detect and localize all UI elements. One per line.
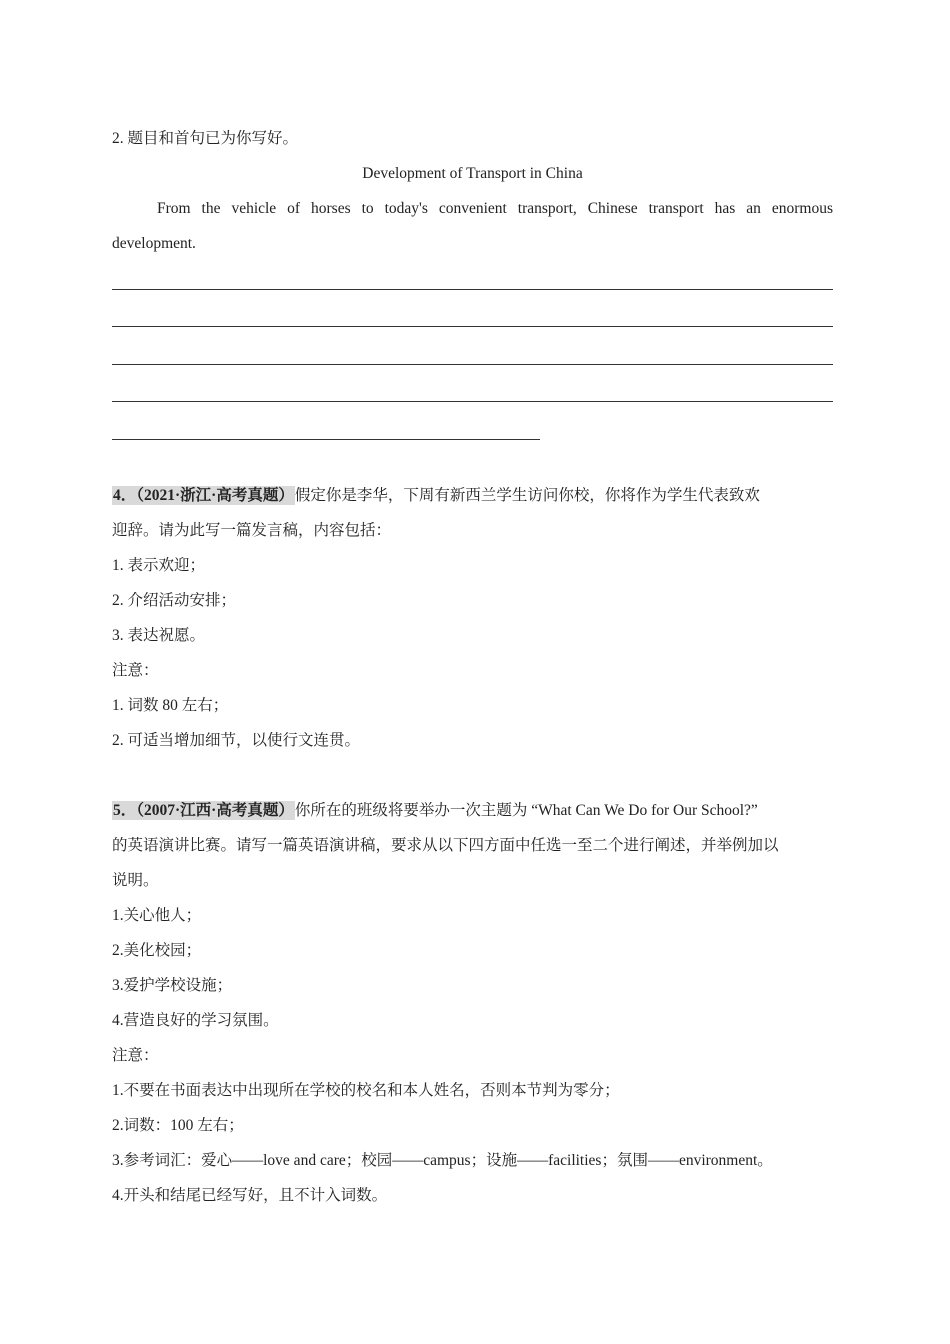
question-5-prompt xyxy=(112,793,833,828)
first-sentence-line-2: development. xyxy=(112,235,196,252)
note-item: 1. 词数 80 左右； xyxy=(112,696,229,714)
list-item: 2.美化校园； xyxy=(112,941,202,959)
list-item: 3.爱护学校设施； xyxy=(112,976,233,994)
note-item: 2. 可适当增加细节，以使行文连贯。 xyxy=(112,731,361,749)
note-item: 1.不要在书面表达中出现所在学校的校名和本人姓名，否则本节判为零分； xyxy=(112,1081,620,1099)
note-line: 2. 题目和首句已为你写好。 xyxy=(112,130,299,147)
note-label: 注意： xyxy=(112,1046,159,1064)
document-page xyxy=(112,121,833,1213)
list-item: 1.关心他人； xyxy=(112,906,202,924)
note-item: 2.词数：100 左右； xyxy=(112,1116,244,1134)
list-item: 3. 表达祝愿。 xyxy=(112,626,206,644)
question-4-text: 假定你是李华，下周有新西兰学生访问你校，你将作为学生代表致欢 xyxy=(294,486,760,504)
answer-line xyxy=(112,261,833,299)
question-4-prompt-cont: 迎辞。请为此写一篇发言稿，内容包括： xyxy=(112,521,392,539)
list-item: 1. 表示欢迎； xyxy=(112,556,206,574)
note-label: 注意： xyxy=(112,661,159,679)
answer-line xyxy=(112,299,833,337)
question-5-text: 你所在的班级将要举办一次主题为 “What Can We Do for Our School?” xyxy=(294,801,758,819)
answer-line xyxy=(112,374,833,412)
first-sentence-line-1: From the vehicle of horses to today's convenient transport, Chinese transport has an enormous xyxy=(157,200,833,217)
question-5-prompt-cont: 说明。 xyxy=(112,871,159,889)
question-5-tag: 5．（2007·江西·高考真题） xyxy=(113,801,294,819)
answer-line xyxy=(112,336,833,374)
list-item: 4.营造良好的学习氛围。 xyxy=(112,1011,279,1029)
question-4-prompt xyxy=(112,478,833,513)
list-item: 2. 介绍活动安排； xyxy=(112,591,237,609)
essay-title: Development of Transport in China xyxy=(362,165,583,182)
note-item: 4.开头和结尾已经写好，且不计入词数。 xyxy=(112,1186,388,1204)
question-5-prompt-cont: 的英语演讲比赛。请写一篇英语演讲稿，要求从以下四方面中任选一至二个进行阐述，并举例加以 xyxy=(112,836,779,854)
answer-line xyxy=(112,411,833,449)
note-item: 3.参考词汇：爱心——love and care；校园——campus；设施——facilities；氛围——environment。 xyxy=(112,1151,773,1169)
question-4-tag: 4．（2021·浙江·高考真题） xyxy=(113,486,294,504)
